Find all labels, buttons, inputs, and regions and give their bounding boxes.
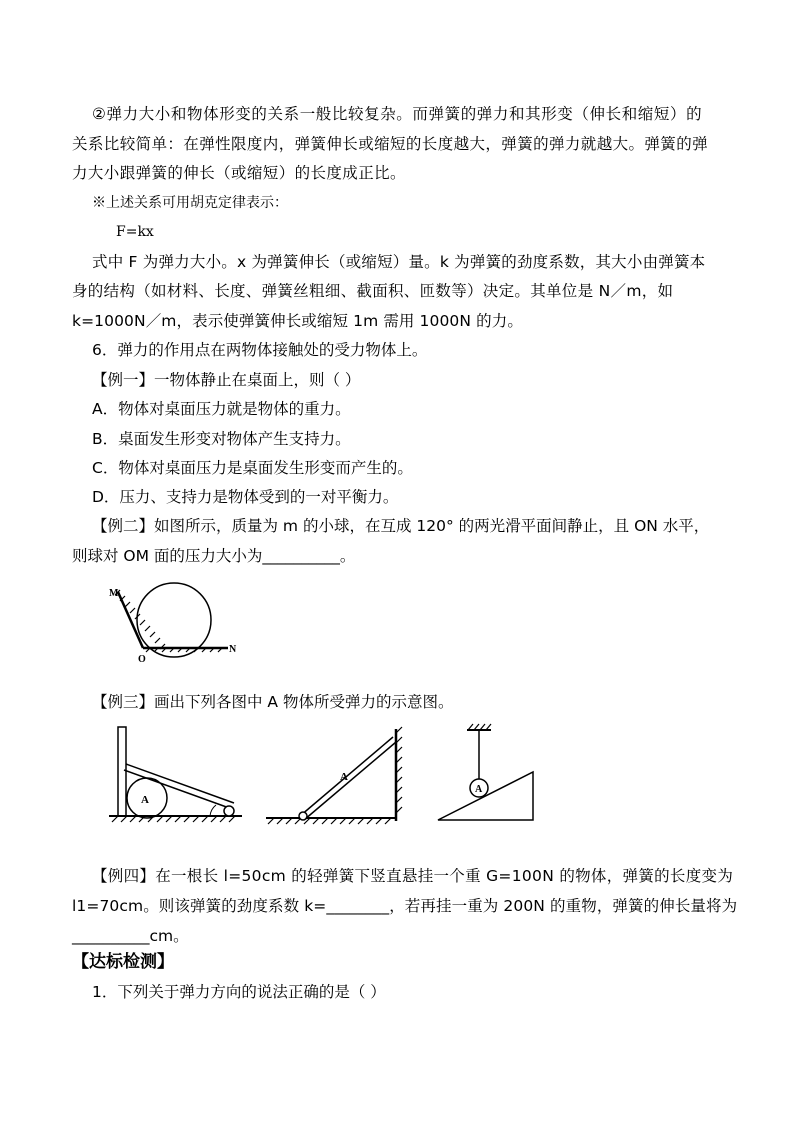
example-3-figure-c [430,722,540,827]
label-a1: A [141,794,149,806]
example-2-question: 【例二】如图所示，质量为 m 的小球，在互成 120° 的两光滑平面间静止，且 ON 水平， [92,517,710,535]
label-a3: A [475,784,483,795]
text-line-8: k=1000N／m，表示使弹簧伸长或缩短 1m 需用 1000N 的力。 [72,312,523,330]
checkup-question-1: 1．下列关于弹力方向的说法正确的是（ ） [92,983,386,1001]
example-3-figure-a [104,725,254,825]
label-o: O [138,654,146,665]
label-a2: A [340,771,348,783]
text-line-1: ②弹力大小和物体形变的关系一般比较复杂。而弹簧的弹力和其形变（伸长和缩短）的 [92,105,703,123]
text-line-4: ※上述关系可用胡克定律表示： [92,195,288,211]
text-line-7: 身的结构（如材料、长度、弹簧丝粗细、截面积、匝数等）决定。其单位是 N／m，如 [72,282,674,300]
text-line-2: 关系比较简单：在弹性限度内，弹簧伸长或缩短的长度越大，弹簧的弹力就越大。弹簧的弹 [72,135,709,153]
label-n: N [229,644,237,655]
example-1-option-d: D．压力、支持力是物体受到的一对平衡力。 [92,488,399,506]
example-1-option-c: C．物体对桌面压力是桌面发生形变而产生的。 [92,459,413,477]
label-m: M [109,588,119,599]
example-1-option-a: A．物体对桌面压力就是物体的重力。 [92,400,351,418]
example-1-question: 【例一】一物体静止在桌面上，则（ ） [92,371,361,389]
text-line-9: 6．弹力的作用点在两物体接触处的受力物体上。 [92,341,428,359]
text-line-3: 力大小跟弹簧的伸长（或缩短）的长度成正比。 [72,164,406,182]
example-3-question: 【例三】画出下列各图中 A 物体所受弹力的示意图。 [92,693,454,711]
example-4-answer-blank: __________cm。 [72,927,189,945]
example-4-question-cont: l1=70cm。则该弹簧的劲度系数 k=________，若再挂一重为 200N 的重物，弹簧的伸长量将为 [72,897,738,915]
section-heading-checkup: 【达标检测】 [72,952,174,972]
formula-hooke: F=kx [116,224,154,240]
example-1-option-b: B．桌面发生形变对物体产生支持力。 [92,430,351,448]
text-line-6: 式中 F 为弹力大小。x 为弹簧伸长（或缩短）量。k 为弹簧的劲度系数，其大小由弹簧本 [92,253,706,271]
example-3-figure-b [262,725,407,825]
example-4-question: 【例四】在一根长 l=50cm 的轻弹簧下竖直悬挂一个重 G=100N 的物体，弹簧的长度变为 [92,867,734,885]
example-2-question-cont: 则球对 OM 面的压力大小为__________。 [72,547,356,565]
example-2-figure [109,582,250,665]
